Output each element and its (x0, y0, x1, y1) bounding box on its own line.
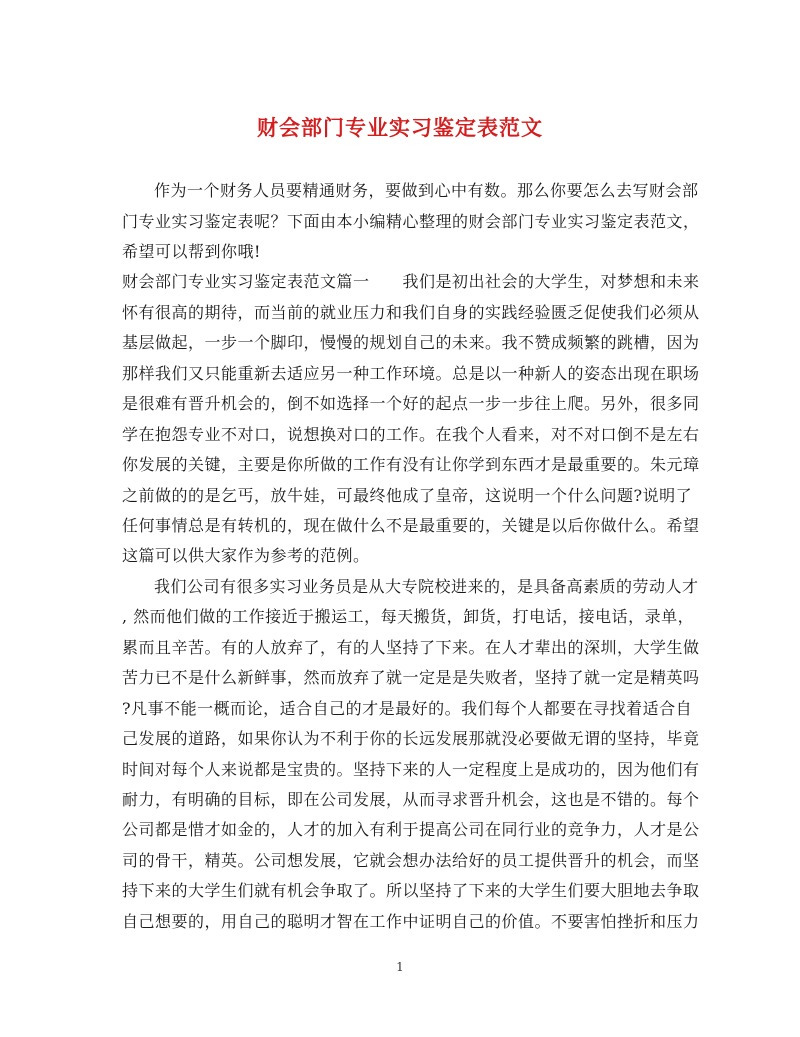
paragraph-line: 累而且辛苦。有的人放弃了，有的人坚持了下来。在人才辈出的深圳，大学生做 (122, 638, 700, 657)
paragraph-line: 基层做起，一步一个脚印，慢慢的规划自己的未来。我不赞成频繁的跳槽，因为 (122, 333, 700, 352)
paragraph-line: 之前做的的是乞丐，放牛娃，可最终他成了皇帝，这说明一个什么问题?说明了 (122, 486, 693, 505)
paragraph-line: 我们公司有很多实习业务员是从大专院校进来的，是具备高素质的劳动人才 (154, 577, 699, 596)
paragraph-line: 那样我们又只能重新去适应另一种工作环境。总是以一种新人的姿态出现在职场 (122, 364, 700, 383)
paragraph-line: 这篇可以供大家作为参考的范例。 (122, 546, 370, 565)
paragraph-line: 学在抱怨专业不对口，说想换对口的工作。在我个人看来，对不对口倒不是左右 (122, 425, 700, 444)
document-title: 财会部门专业实习鉴定表范文 (257, 115, 543, 140)
paragraph-line: , 然而他们做的工作接近于搬运工，每天搬货，卸货，打电话，接电话，录单， (122, 607, 695, 626)
paragraph-line: 怀有很高的期待，而当前的就业压力和我们自身的实践经验匮乏促使我们必须从 (122, 303, 700, 322)
paragraph-line: 门专业实习鉴定表呢？下面由本小编精心整理的财会部门专业实习鉴定表范文， (122, 212, 700, 231)
paragraph-line: 苦力已不是什么新鲜事，然而放弃了就一定是是失败者，坚持了就一定是精英吗 (122, 668, 700, 687)
paragraph-line: 是很难有晋升机会的，倒不如选择一个好的起点一步一步往上爬。另外，很多同 (122, 394, 700, 413)
paragraph-line: 作为一个财务人员要精通财务，要做到心中有数。那么你要怎么去写财会部 (154, 181, 699, 200)
paragraph-line: 自己想要的，用自己的聪明才智在工作中证明自己的价值。不要害怕挫折和压力 (122, 912, 700, 931)
paragraph-line: ?凡事不能一概而论，适合自己的才是最好的。我们每个人都要在寻找着适合自 (122, 699, 693, 718)
paragraph-line: 任何事情总是有转机的，现在做什么不是最重要的，关键是以后你做什么。希望 (122, 516, 700, 535)
paragraph-line: 公司都是惜才如金的，人才的加入有利于提高公司在同行业的竞争力，人才是公 (122, 820, 700, 839)
paragraph-line: 时间对每个人来说都是宝贵的。坚持下来的人一定程度上是成功的，因为他们有 (122, 760, 700, 779)
paragraph-line: 财会部门专业实习鉴定表范文篇一 我们是初出社会的大学生，对梦想和未来 (122, 272, 700, 291)
paragraph-line: 持下来的大学生们就有机会争取了。所以坚持了下来的大学生们要大胆地去争取 (122, 881, 700, 900)
paragraph-line: 己发展的道路，如果你认为不利于你的长远发展那就没必要做无谓的坚持，毕竟 (122, 729, 700, 748)
paragraph-line: 希望可以帮到你哦! (122, 242, 261, 261)
paragraph-line: 司的骨干，精英。公司想发展，它就会想办法给好的员工提供晋升的机会，而坚 (122, 851, 700, 870)
page-number: 1 (396, 960, 404, 974)
paragraph-line: 你发展的关键，主要是你所做的工作有没有让你学到东西才是最重要的。朱元璋 (122, 455, 700, 474)
paragraph-line: 耐力，有明确的目标，即在公司发展，从而寻求晋升机会，这也是不错的。每个 (122, 790, 700, 809)
